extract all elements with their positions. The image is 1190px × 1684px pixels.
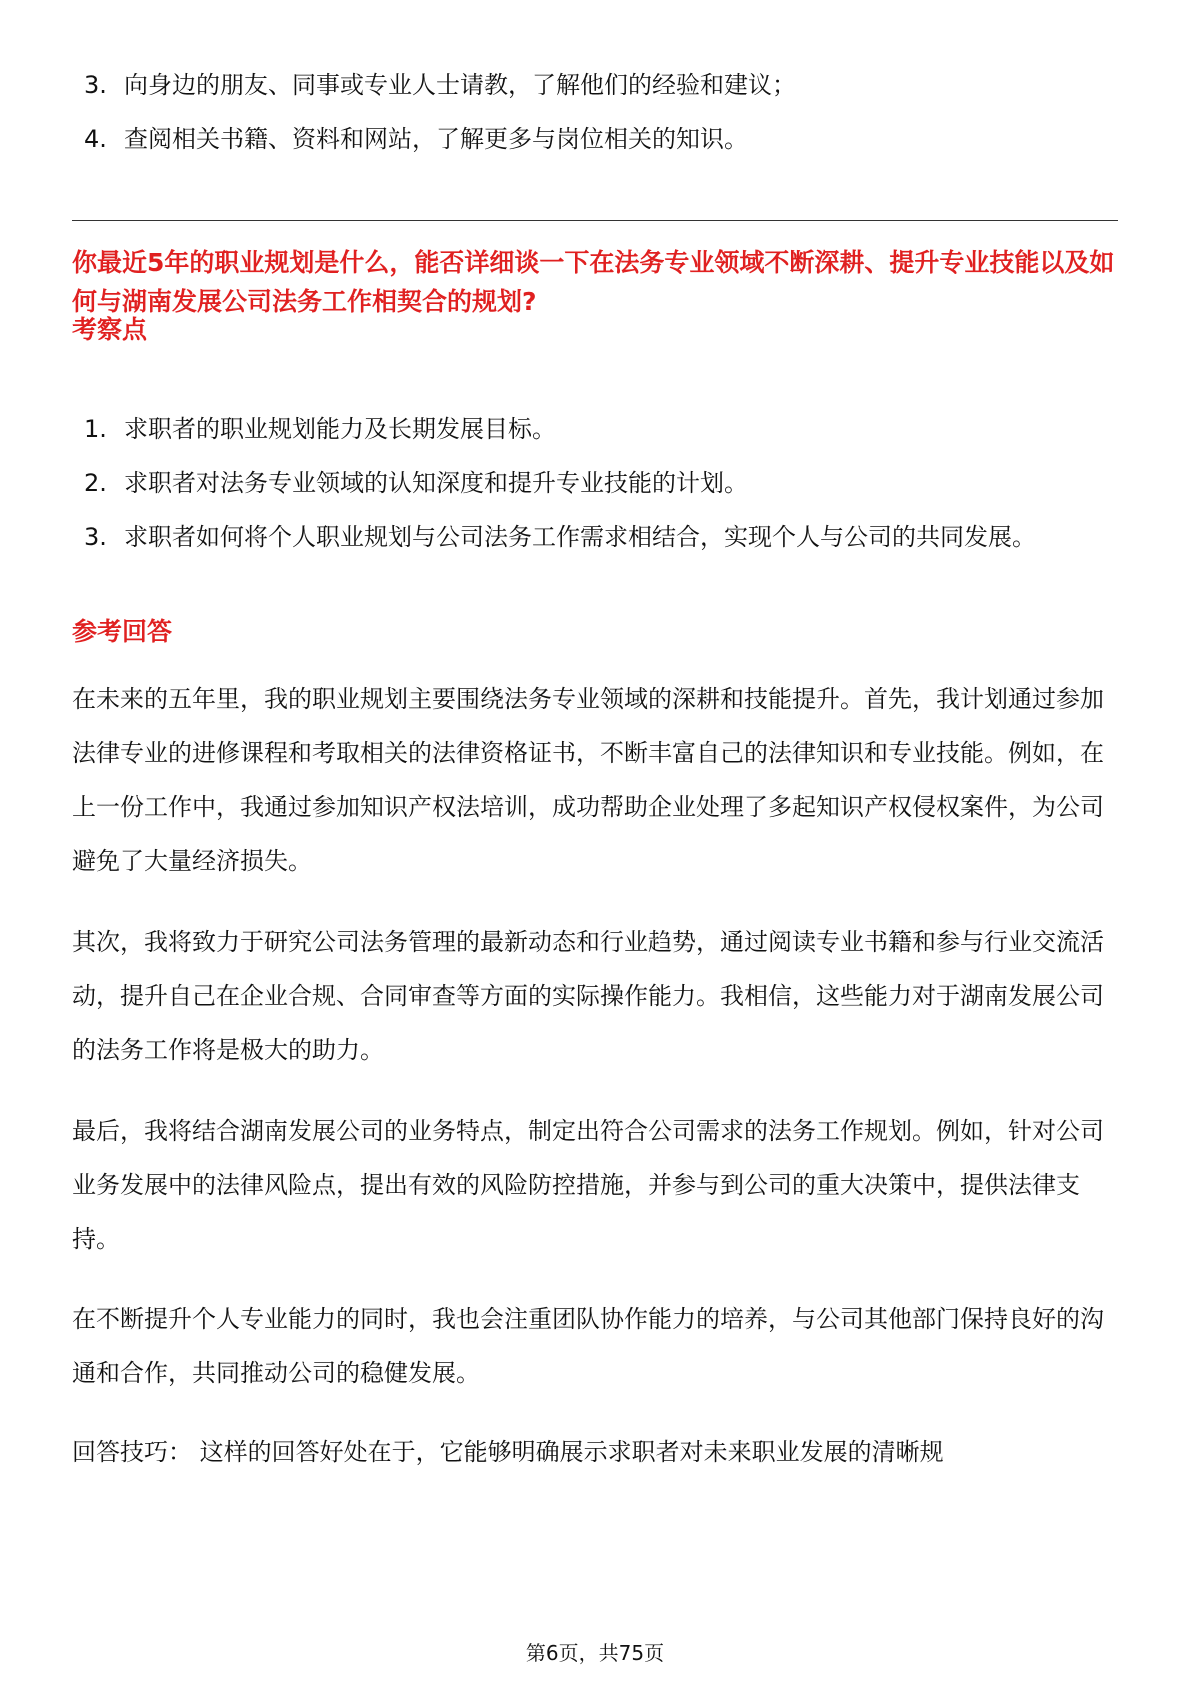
answer-paragraph: 在不断提升个人专业能力的同时，我也会注重团队协作能力的培养，与公司其他部门保持良好的沟通和合作，共同推动公司的稳健发展。 <box>72 1305 1104 1387</box>
answer-tip: 回答技巧： 这样的回答好处在于，它能够明确展示求职者对未来职业发展的清晰规 <box>72 1438 944 1466</box>
list-text: 求职者如何将个人职业规划与公司法务工作需求相结合，实现个人与公司的共同发展。 <box>124 523 1036 551</box>
list-item <box>72 510 1118 564</box>
answer-paragraph: 在未来的五年里，我的职业规划主要围绕法务专业领域的深耕和技能提升。首先，我计划通过参加法律专业的进修课程和考取相关的法律资格证书，不断丰富自己的法律知识和专业技能。例如，在上一份工作中，我通过参加知识产权法培训，成功帮助企业处理了多起知识产权侵权案件，为公司避免了大量经济损失。 <box>72 685 1104 875</box>
list-number: 4. <box>84 125 107 153</box>
list-item <box>72 58 1118 112</box>
list-number: 3. <box>84 71 107 99</box>
answer-paragraph: 最后，我将结合湖南发展公司的业务特点，制定出符合公司需求的法务工作规划。例如，针对公司业务发展中的法律风险点，提出有效的风险防控措施，并参与到公司的重大决策中，提供法律支持。 <box>72 1117 1104 1253</box>
points-list <box>72 402 1118 564</box>
previous-list <box>72 58 1118 166</box>
list-number: 1. <box>84 415 107 443</box>
list-text: 查阅相关书籍、资料和网站，了解更多与岗位相关的知识。 <box>124 125 748 153</box>
list-item <box>72 456 1118 510</box>
list-text: 求职者的职业规划能力及长期发展目标。 <box>124 415 556 443</box>
answer-paragraph: 其次，我将致力于研究公司法务管理的最新动态和行业趋势，通过阅读专业书籍和参与行业交流活动，提升自己在企业合规、合同审查等方面的实际操作能力。我相信，这些能力对于湖南发展公司的法务工作将是极大的助力。 <box>72 928 1104 1064</box>
list-item <box>72 112 1118 166</box>
list-item <box>72 402 1118 456</box>
list-text: 求职者对法务专业领域的认知深度和提升专业技能的计划。 <box>124 469 748 497</box>
list-text: 向身边的朋友、同事或专业人士请教，了解他们的经验和建议； <box>124 71 796 99</box>
section-divider <box>72 220 1118 221</box>
list-number: 2. <box>84 469 107 497</box>
question-heading: 你最近5年的职业规划是什么，能否详细谈一下在法务专业领域不断深耕、提升专业技能以及如何与湖南发展公司法务工作相契合的规划? <box>72 248 1115 316</box>
document-page <box>72 0 1118 1684</box>
answer-heading: 参考回答 <box>72 617 173 646</box>
points-heading: 考察点 <box>72 315 148 344</box>
list-number: 3. <box>84 523 107 551</box>
page-number: 第6页，共75页 <box>525 1641 665 1665</box>
